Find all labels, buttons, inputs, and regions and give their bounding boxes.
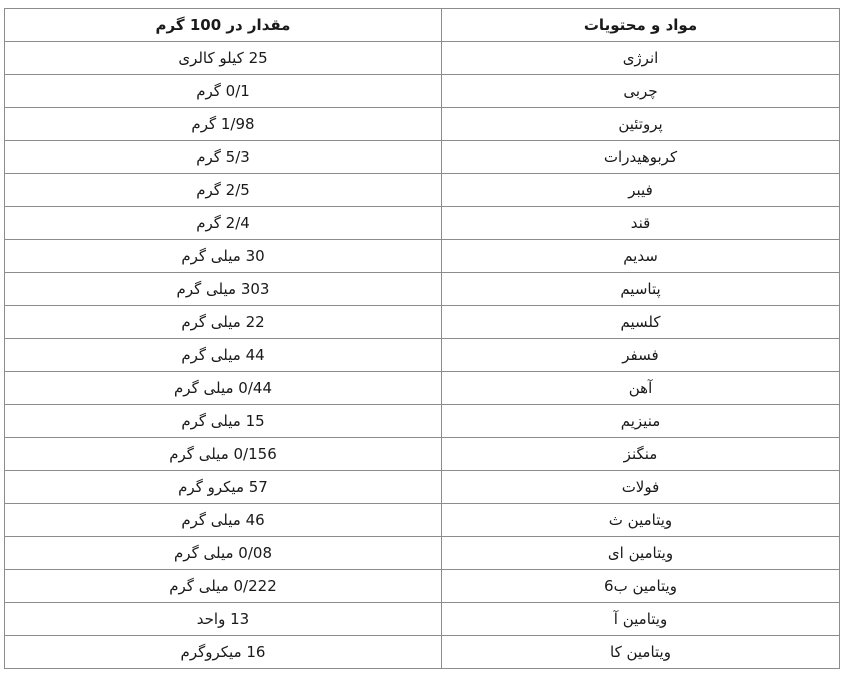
amount-cell: 57 میکرو گرم	[5, 471, 442, 504]
table-row	[5, 636, 840, 669]
amount-cell: 0/08 میلی گرم	[5, 537, 442, 570]
table-row	[5, 504, 840, 537]
table-row	[5, 372, 840, 405]
amount-cell: 0/1 گرم	[5, 75, 442, 108]
table-row	[5, 174, 840, 207]
amount-cell: 5/3 گرم	[5, 141, 442, 174]
table-row	[5, 570, 840, 603]
item-cell: پروتئین	[442, 108, 840, 141]
item-cell: فولات	[442, 471, 840, 504]
amount-cell: 22 میلی گرم	[5, 306, 442, 339]
item-cell: کلسیم	[442, 306, 840, 339]
amount-cell: 16 میکروگرم	[5, 636, 442, 669]
amount-cell: 25 کیلو کالری	[5, 42, 442, 75]
table-row	[5, 108, 840, 141]
amount-cell: 15 میلی گرم	[5, 405, 442, 438]
item-cell: فسفر	[442, 339, 840, 372]
item-cell: چربی	[442, 75, 840, 108]
item-cell: منگنز	[442, 438, 840, 471]
item-cell: قند	[442, 207, 840, 240]
amount-cell: 2/5 گرم	[5, 174, 442, 207]
table-row	[5, 75, 840, 108]
nutrition-table	[4, 8, 840, 669]
header-item: مواد و محتویات	[442, 9, 840, 42]
table-row	[5, 438, 840, 471]
item-cell: منیزیم	[442, 405, 840, 438]
amount-cell: 0/156 میلی گرم	[5, 438, 442, 471]
table-row	[5, 207, 840, 240]
table-header	[5, 9, 840, 42]
item-cell: فیبر	[442, 174, 840, 207]
item-cell: ویتامین کا	[442, 636, 840, 669]
amount-cell: 44 میلی گرم	[5, 339, 442, 372]
table-row	[5, 603, 840, 636]
item-cell: ویتامین آ	[442, 603, 840, 636]
header-row	[5, 9, 840, 42]
table-row	[5, 471, 840, 504]
amount-cell: 303 میلی گرم	[5, 273, 442, 306]
table-row	[5, 273, 840, 306]
nutrition-table-container	[4, 8, 839, 669]
table-row	[5, 306, 840, 339]
table-row	[5, 240, 840, 273]
amount-cell: 30 میلی گرم	[5, 240, 442, 273]
item-cell: سدیم	[442, 240, 840, 273]
amount-cell: 46 میلی گرم	[5, 504, 442, 537]
table-row	[5, 405, 840, 438]
item-cell: انرژی	[442, 42, 840, 75]
header-amount: مقدار در 100 گرم	[5, 9, 442, 42]
item-cell: پتاسیم	[442, 273, 840, 306]
table-row	[5, 537, 840, 570]
table-row	[5, 42, 840, 75]
amount-cell: 0/44 میلی گرم	[5, 372, 442, 405]
table-body	[5, 42, 840, 669]
item-cell: آهن	[442, 372, 840, 405]
amount-cell: 1/98 گرم	[5, 108, 442, 141]
amount-cell: 13 واحد	[5, 603, 442, 636]
amount-cell: 2/4 گرم	[5, 207, 442, 240]
item-cell: کربوهیدرات	[442, 141, 840, 174]
item-cell: ویتامین ای	[442, 537, 840, 570]
table-row	[5, 339, 840, 372]
item-cell: ویتامین ب6	[442, 570, 840, 603]
amount-cell: 0/222 میلی گرم	[5, 570, 442, 603]
table-row	[5, 141, 840, 174]
item-cell: ویتامین ث	[442, 504, 840, 537]
